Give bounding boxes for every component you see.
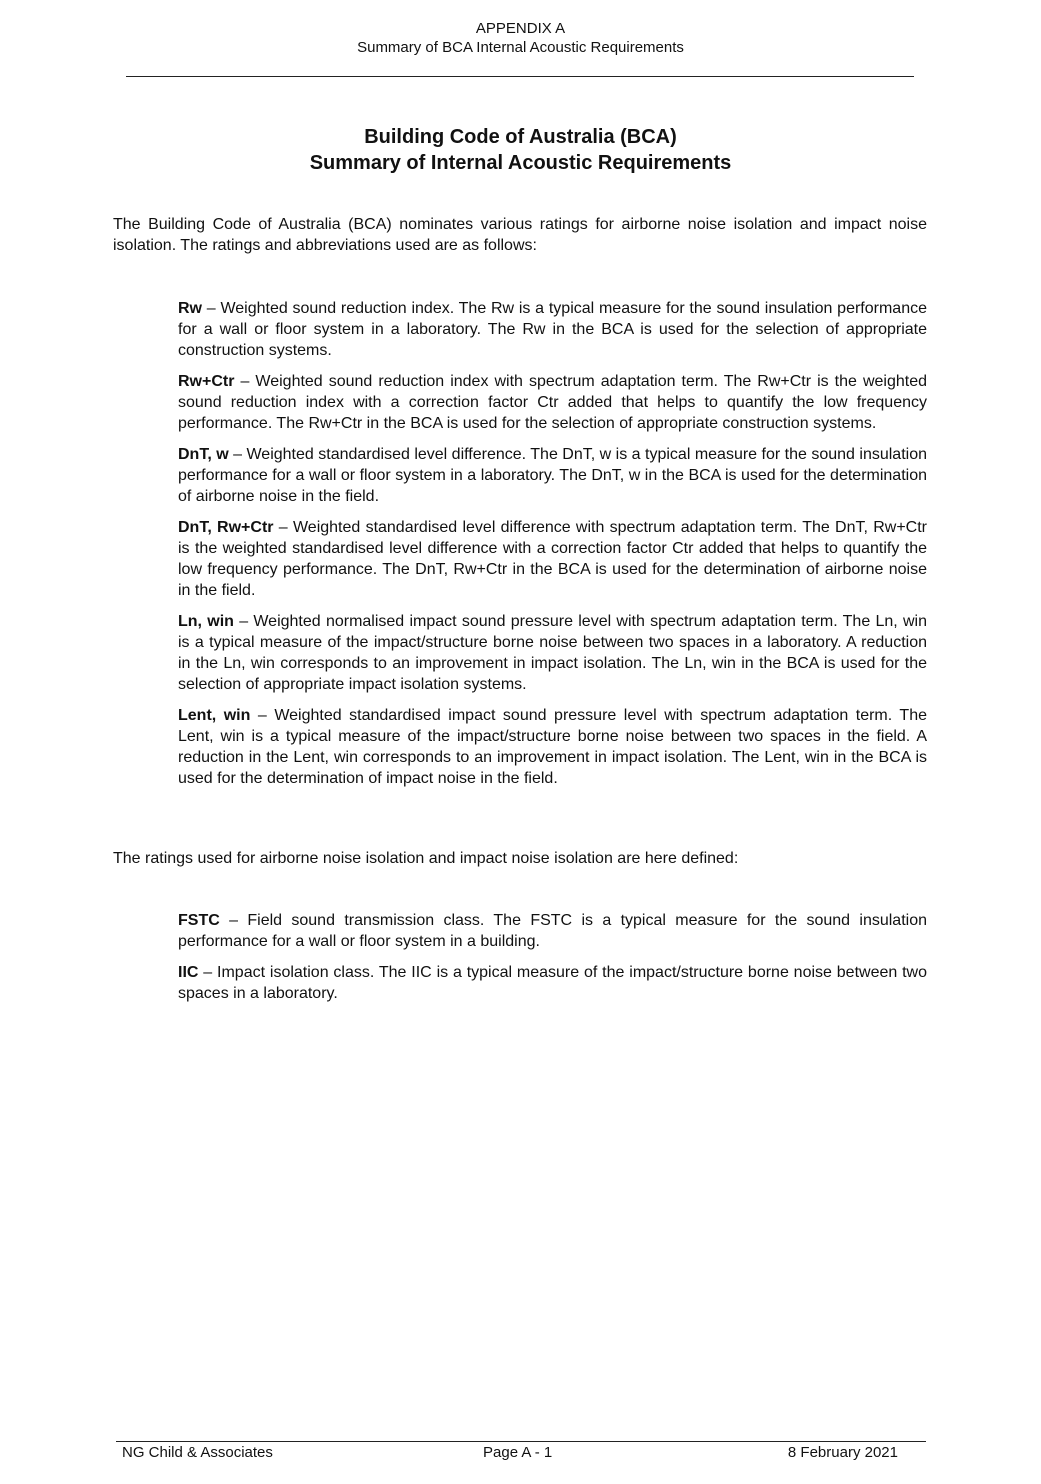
rating-term: IIC: [178, 964, 199, 981]
definition-text: – Weighted sound reduction index. The Rw is a typical measure for the sound insulation performance for a wall or floor system in a laboratory. The Rw in the BCA is used for the selection of appropriate construction systems.: [178, 300, 927, 359]
definition-term: Lent, win: [178, 707, 251, 724]
rating-item: [178, 962, 927, 1004]
definition-term: DnT, Rw+Ctr: [178, 519, 274, 536]
footer-date: 8 February 2021: [787, 1444, 898, 1461]
page-header: [0, 20, 1041, 57]
definition-text: – Weighted sound reduction index with spectrum adaptation term. The Rw+Ctr is the weighted sound reduction index with a correction factor Ctr added that helps to quantify the low frequency performance. The Rw+Ctr in the BCA is used for the selection of appropriate construction systems.: [178, 373, 927, 432]
definition-text: – Weighted standardised level difference with spectrum adaptation term. The DnT, Rw+Ctr is the weighted standardised level difference with a correction factor Ctr added that helps to quantify the low frequency performance. The DnT, Rw+Ctr in the BCA is used for the determination of airborne noise in the field.: [178, 519, 928, 599]
definition-item: [178, 444, 927, 507]
ratings-intro-paragraph: The ratings used for airborne noise isolation and impact noise isolation are here defined:: [113, 850, 739, 867]
header-divider: [126, 76, 914, 77]
rating-text: – Impact isolation class. The IIC is a typical measure of the impact/structure borne noise between two spaces in a laboratory.: [178, 964, 927, 1002]
title-line-2: Summary of Internal Acoustic Requirements: [309, 152, 732, 174]
definition-term: Rw+Ctr: [178, 373, 235, 390]
definitions-list: [178, 298, 927, 799]
rating-text: – Field sound transmission class. The FSTC is a typical measure for the sound insulation performance for a wall or floor system in a building.: [178, 912, 927, 950]
page-footer: [122, 1443, 898, 1463]
definition-item: [178, 371, 927, 434]
title-line-1: Building Code of Australia (BCA): [364, 126, 677, 148]
footer-company: NG Child & Associates: [122, 1444, 273, 1461]
definition-term: Ln, win: [178, 613, 234, 630]
definition-term: DnT, w: [178, 446, 229, 463]
definition-text: – Weighted normalised impact sound pressure level with spectrum adaptation term. The Ln, win is a typical measure of the impact/structure borne noise between two spaces in a laboratory. A reduction in the Ln, win corresponds to an improvement in impact isolation. The Ln, win in the BCA is used for the selection of appropriate impact isolation systems.: [178, 613, 928, 693]
definition-item: [178, 298, 927, 361]
appendix-label: APPENDIX A: [475, 20, 566, 37]
rating-term: FSTC: [178, 912, 220, 929]
definition-text: – Weighted standardised level difference. The DnT, w is a typical measure for the sound insulation performance for a wall or floor system in a laboratory. The DnT, w in the BCA is used for the determination of airborne noise in the field.: [178, 446, 928, 505]
definition-item: [178, 611, 927, 695]
document-title: [0, 124, 1041, 176]
ratings-list: [178, 910, 927, 1014]
definition-term: Rw: [178, 300, 202, 317]
footer-page-number: Page A - 1: [483, 1444, 553, 1461]
definition-item: [178, 705, 927, 789]
definition-text: – Weighted standardised impact sound pressure level with spectrum adaptation term. The Lent, win is a typical measure of the impact/structure borne noise between two spaces in the field. A reduction in the Lent, win corresponds to an improvement in impact isolation. The Lent, win in the BCA is used for the determination of impact noise in the field.: [178, 707, 928, 787]
definition-item: [178, 517, 927, 601]
footer-divider: [116, 1441, 926, 1442]
intro-paragraph: The Building Code of Australia (BCA) nominates various ratings for airborne noise isolation and impact noise isolation. The ratings and abbreviations used are as follows:: [113, 216, 927, 254]
appendix-subtitle: Summary of BCA Internal Acoustic Requirements: [357, 39, 684, 56]
rating-item: [178, 910, 927, 952]
